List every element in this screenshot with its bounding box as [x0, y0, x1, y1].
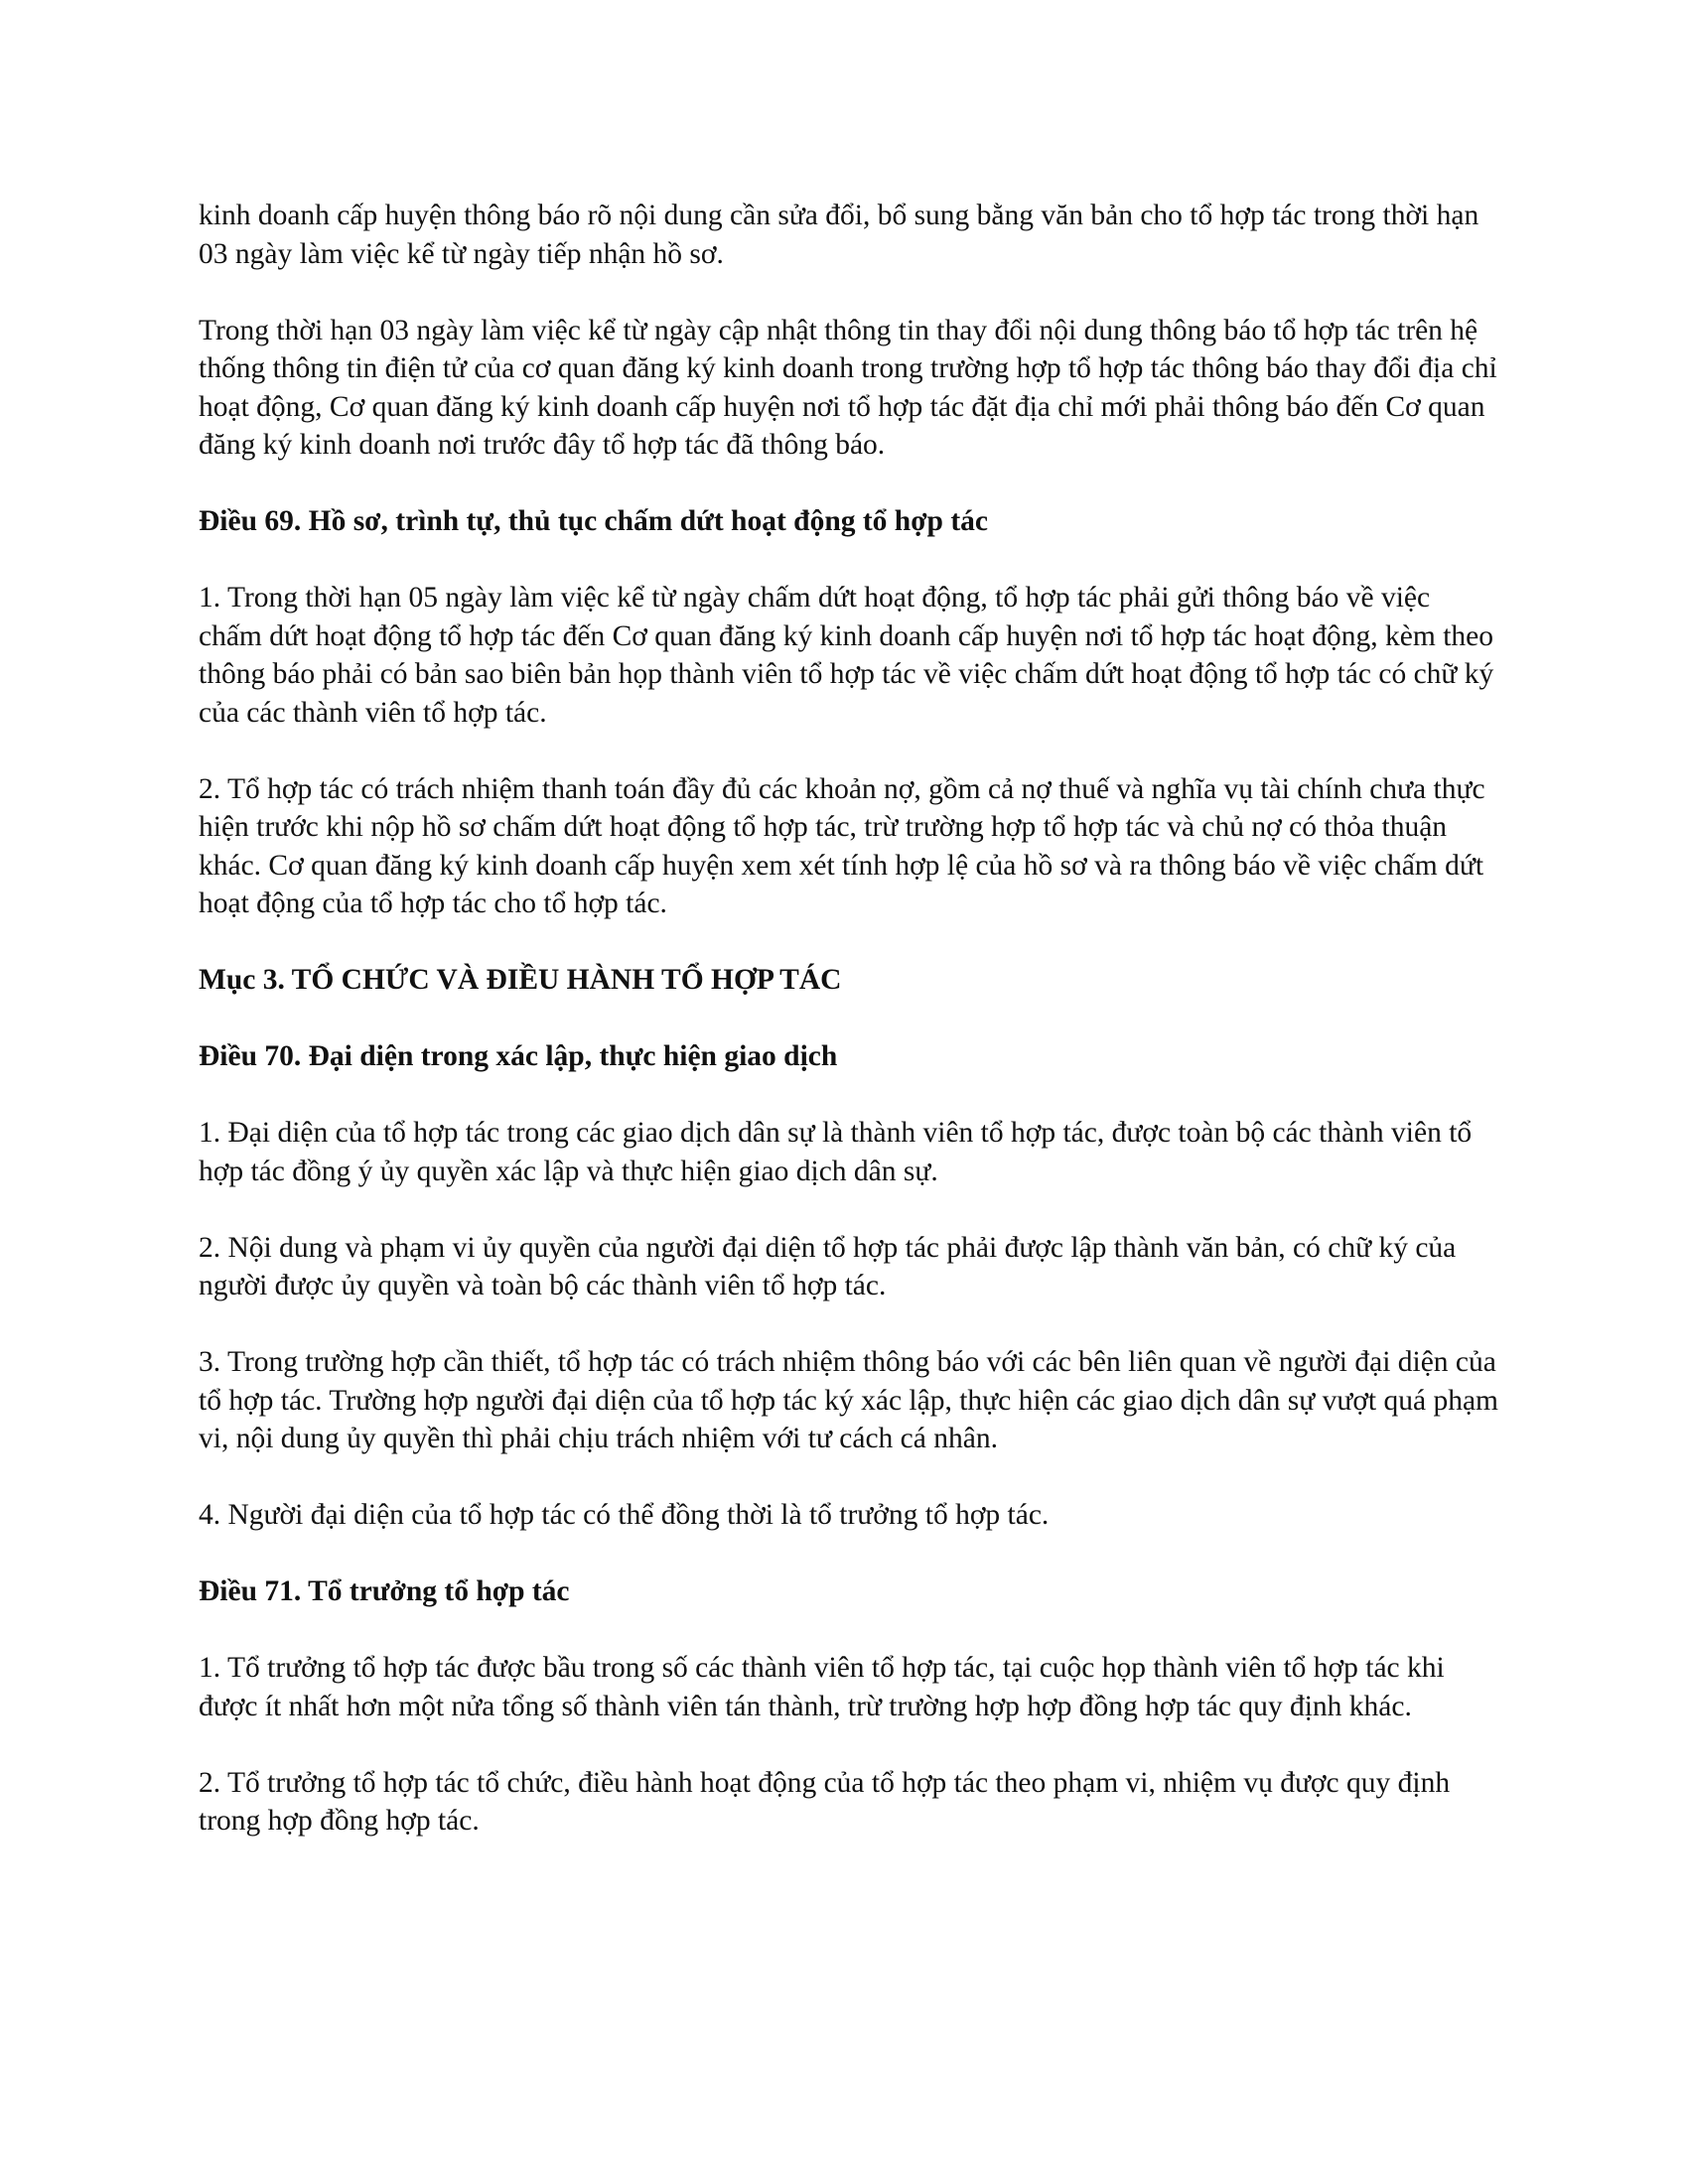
paragraph-article-69-clause-1: 1. Trong thời hạn 05 ngày làm việc kể từ ngày chấm dứt hoạt động, tổ hợp tác phải gửi thông báo về việc chấm dứt hoạt động tổ hợp tác đến Cơ quan đăng ký kinh doanh cấp huyện nơi tổ hợp tác hoạt động, kèm theo thông báo phải có bản sao biên bản họp thành viên tổ hợp tác về việc chấm dứt hoạt động tổ hợp tác có chữ ký của các thành viên tổ hợp tác. [199, 582, 1494, 729]
heading-article-69: Điều 69. Hồ sơ, trình tự, thủ tục chấm dứt hoạt động tổ hợp tác [199, 505, 988, 537]
heading-article-70: Điều 70. Đại diện trong xác lập, thực hiện giao dịch [199, 1040, 838, 1072]
paragraph-address-change: Trong thời hạn 03 ngày làm việc kể từ ngày cập nhật thông tin thay đổi nội dung thông báo tổ hợp tác trên hệ thống thông tin điện tử của cơ quan đăng ký kinh doanh trong trường hợp tổ hợp tác thông báo thay đổi địa chỉ hoạt động, Cơ quan đăng ký kinh doanh cấp huyện nơi tổ hợp tác đặt địa chỉ mới phải thông báo đến Cơ quan đăng ký kinh doanh nơi trước đây tổ hợp tác đã thông báo. [199, 314, 1497, 461]
paragraph-article-70-clause-1: 1. Đại diện của tổ hợp tác trong các giao dịch dân sự là thành viên tổ hợp tác, được toàn bộ các thành viên tổ hợp tác đồng ý ủy quyền xác lập và thực hiện giao dịch dân sự. [199, 1117, 1473, 1187]
paragraph-article-70-clause-2: 2. Nội dung và phạm vi ủy quyền của người đại diện tổ hợp tác phải được lập thành văn bản, có chữ ký của người được ủy quyền và toàn bộ các thành viên tổ hợp tác. [199, 1231, 1457, 1301]
paragraph-article-69-clause-2: 2. Tổ hợp tác có trách nhiệm thanh toán đầy đủ các khoản nợ, gồm cả nợ thuế và nghĩa vụ tài chính chưa thực hiện trước khi nộp hồ sơ chấm dứt hoạt động tổ hợp tác, trừ trường hợp tổ hợp tác và chủ nợ có thỏa thuận khác. Cơ quan đăng ký kinh doanh cấp huyện xem xét tính hợp lệ của hồ sơ và ra thông báo về việc chấm dứt hoạt động của tổ hợp tác cho tổ hợp tác. [199, 772, 1485, 919]
paragraph-article-71-clause-1: 1. Tổ trưởng tổ hợp tác được bầu trong số các thành viên tổ hợp tác, tại cuộc họp thành viên tổ hợp tác khi được ít nhất hơn một nửa tổng số thành viên tán thành, trừ trường hợp hợp đồng hợp tác quy định khác. [199, 1652, 1445, 1722]
paragraph-article-70-clause-3: 3. Trong trường hợp cần thiết, tổ hợp tác có trách nhiệm thông báo với các bên liên quan về người đại diện của tổ hợp tác. Trường hợp người đại diện của tổ hợp tác ký xác lập, thực hiện các giao dịch dân sự vượt quá phạm vi, nội dung ủy quyền thì phải chịu trách nhiệm với tư cách cá nhân. [199, 1346, 1499, 1454]
paragraph-article-71-clause-2: 2. Tổ trưởng tổ hợp tác tổ chức, điều hành hoạt động của tổ hợp tác theo phạm vi, nhiệm vụ được quy định trong hợp đồng hợp tác. [199, 1766, 1451, 1837]
heading-section-3: Mục 3. TỔ CHỨC VÀ ĐIỀU HÀNH TỔ HỢP TÁC [199, 964, 842, 996]
document-page [199, 197, 1499, 1878]
heading-article-71: Điều 71. Tổ trưởng tổ hợp tác [199, 1575, 570, 1607]
paragraph-contd-notice: kinh doanh cấp huyện thông báo rõ nội dung cần sửa đổi, bổ sung bằng văn bản cho tổ hợp tác trong thời hạn 03 ngày làm việc kể từ ngày tiếp nhận hồ sơ. [199, 200, 1479, 270]
paragraph-article-70-clause-4: 4. Người đại diện của tổ hợp tác có thể đồng thời là tổ trưởng tổ hợp tác. [199, 1499, 1050, 1531]
